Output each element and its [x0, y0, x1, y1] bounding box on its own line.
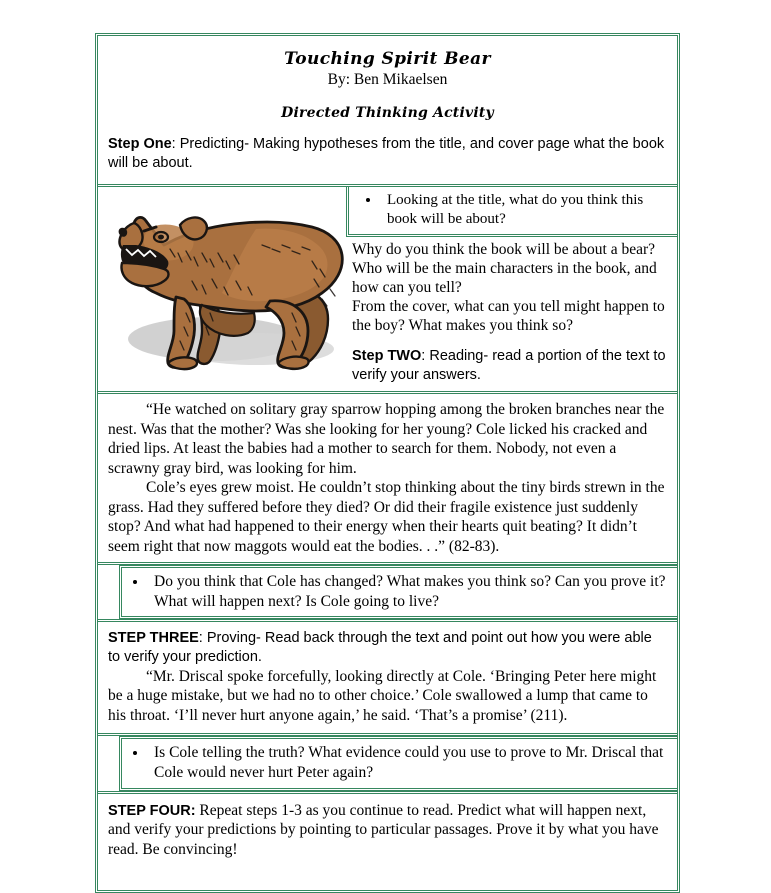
indent-spacer	[98, 736, 119, 790]
header-row	[98, 36, 677, 184]
passage-one-row	[98, 391, 677, 562]
list-item: • Is Cole telling the truth? What evidence could you use to prove to Mr. Driscal that Cole would never hurt Peter again?	[148, 743, 671, 782]
passage-one-cell	[98, 394, 677, 562]
bullets-two-box	[119, 736, 677, 790]
step-three-line	[108, 629, 667, 667]
activity-title: Directed Thinking Activity	[281, 105, 494, 121]
bullets-one-list	[122, 572, 671, 611]
book-author: By: Ben Mikaelsen	[327, 71, 448, 88]
step-three-row	[98, 619, 677, 733]
bullets-one-box	[119, 565, 677, 619]
passage-paragraph: “He watched on solitary gray sparrow hopping among the broken branches near the nest. Was that the mother? Was she looking for her young? Cole licked his cracked and dried lips. At least the babies had a mother to search for them. Nobody, not even a scrawny gray bird, was looking for him.	[108, 401, 665, 477]
step-one-line	[108, 135, 667, 172]
step-three-quote: “Mr. Driscal spoke forcefully, looking directly at Cole. ‘Bringing Peter here might be a huge mistake, but we had no to other choice.’ Cole swallowed a lump that came to his throat. ‘I’ll never hurt anyone again,’ he said. ‘That’s a promise’ (211).	[108, 667, 657, 724]
step-four-cell	[98, 794, 677, 890]
prediction-question-list	[355, 191, 671, 229]
brown-bear-illustration-icon	[106, 193, 350, 383]
bullets-one-row	[98, 562, 677, 619]
prose-question-2: Who will be the main characters in the book, and how can you tell?	[352, 259, 657, 296]
indent-spacer	[98, 565, 119, 619]
step-four-label: STEP FOUR:	[108, 802, 196, 819]
spacer	[352, 335, 669, 347]
step-one-separator: :	[171, 136, 176, 152]
header-cell	[98, 36, 677, 184]
bullets-two-list	[122, 743, 671, 782]
step-four-row	[98, 791, 677, 890]
book-title: Touching Spirit Bear	[284, 49, 491, 69]
prediction-prose-box	[346, 237, 677, 391]
bear-and-questions-row	[98, 184, 677, 391]
step-three-label: STEP THREE	[108, 630, 199, 647]
step-three-cell	[98, 622, 677, 733]
step-four-text: Repeat steps 1-3 as you continue to read. Predict what will happen next, and verify your predictions by pointing to particular passages. Prove it by what you have read. Be convincing!	[108, 801, 659, 859]
step-one-text: Predicting- Making hypotheses from the title, and cover page what the book will be about.	[108, 136, 665, 171]
questions-cell	[346, 187, 677, 391]
bear-image-cell	[98, 187, 346, 391]
prose-question-3: From the cover, what can you tell might happen to the boy? What makes you think so?	[352, 297, 665, 334]
list-item: • Do you think that Cole has changed? What makes you think so? Can you prove it? What will happen next? Is Cole going to live?	[148, 572, 671, 611]
step-three-separator: :	[198, 630, 203, 647]
step-four-line	[108, 801, 667, 860]
step-two-line	[352, 347, 669, 385]
bullets-two-row	[98, 733, 677, 790]
passage-paragraph: Cole’s eyes grew moist. He couldn’t stop thinking about the tiny birds strewn in the grass. Had they suffered before they died? Or did their fragile existence just suddenly stop? And what had happened to their energy when their hearts quit beating? It didn’t seem right that now maggots would eat the bodies. . .” (82-83).	[108, 479, 665, 555]
prediction-bullet-box	[346, 187, 677, 237]
step-three-text: Proving- Read back through the text and point out how you were able to verify your prediction.	[108, 630, 652, 666]
step-two-separator: :	[421, 348, 426, 365]
step-two-label: Step TWO	[352, 348, 422, 365]
worksheet-table	[95, 33, 680, 893]
step-one-label: Step One	[108, 136, 172, 152]
prose-question-1: Why do you think the book will be about a bear?	[352, 240, 656, 258]
list-item: • Looking at the title, what do you think this book will be about?	[381, 191, 671, 229]
step-two-text: Reading- read a portion of the text to verify your answers.	[352, 348, 666, 384]
